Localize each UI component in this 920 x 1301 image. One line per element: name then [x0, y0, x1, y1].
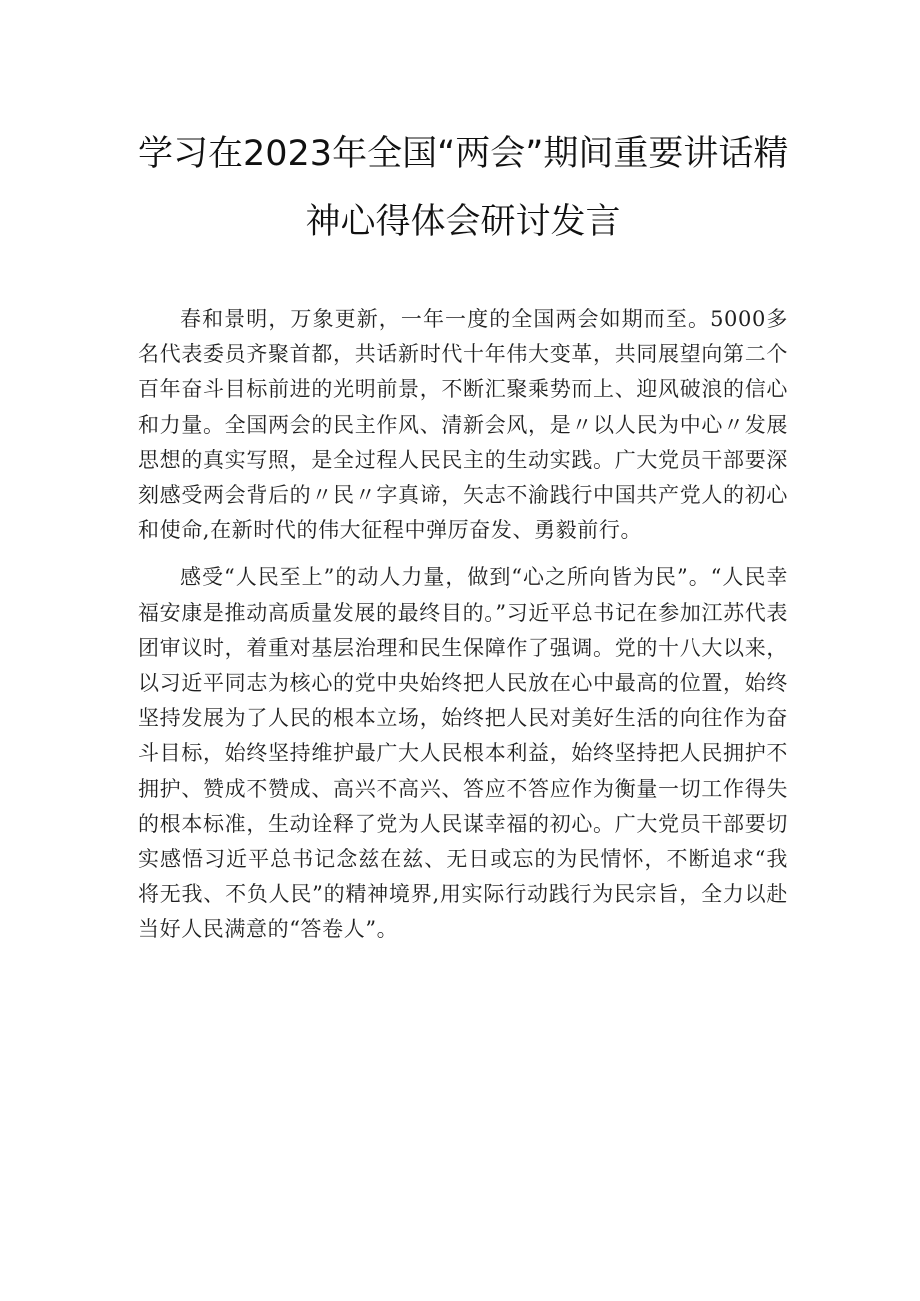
paragraph-people-first: 感受“人民至上”的动人力量，做到“心之所向皆为民”。“人民幸福安康是推动高质量发展的最终目的。”习近平总书记在参加江苏代表团审议时，着重对基层治理和民生保障作了强调。党的十八大以来，以习近平同志为核心的党中央始终把人民放在心中最高的位置，始终坚持发展为了人民的根本立场，始终把人民对美好生活的向往作为奋斗目标，始终坚持维护最广大人民根本利益，始终坚持把人民拥护不拥护、赞成不赞成、高兴不高兴、答应不答应作为衡量一切工作得失的根本标准，生动诠释了党为人民谋幸福的初心。广大党员干部要切实感悟习近平总书记念兹在兹、无日或忘的为民情怀，不断追求“我将无我、不负人民”的精神境界,用实际行动践行为民宗旨，全力以赴当好人民满意的“答卷人”。 — [138, 565, 788, 942]
paragraph-intro: 春和景明，万象更新，一年一度的全国两会如期而至。5000多名代表委员齐聚首都，共话新时代十年伟大变革，共同展望向第二个百年奋斗目标前进的光明前景，不断汇聚乘势而上、迎风破浪的信心和力量。全国两会的民主作风、清新会风，是〃以人民为中心〃发展思想的真实写照，是全过程人民民主的生动实践。广大党员干部要深刻感受两会背后的〃民〃字真谛，矢志不渝践行中国共产党人的初心和使命,在新时代的伟大征程中弹厉奋发、勇毅前行。 — [138, 307, 788, 543]
document-body — [138, 302, 788, 948]
title-line-2: 神心得体会研讨发言 — [305, 202, 621, 242]
document-title — [138, 120, 788, 256]
title-line-1: 学习在2023年全国“两会”期间重要讲话精 — [138, 134, 789, 174]
